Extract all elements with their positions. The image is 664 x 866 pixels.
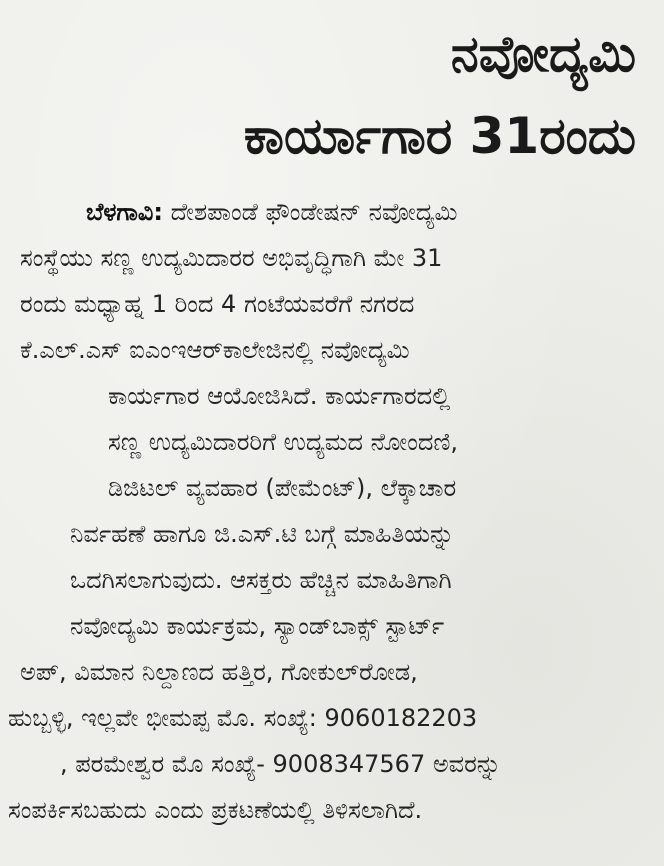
article-line-1-text: ದೇಶಪಾಂಡೆ ಫೌಂಡೇಷನ್ ನವೋದ್ಯಮಿ [170, 198, 458, 226]
article-line-9: ಒದಗಿಸಲಾಗುವುದು. ಆಸಕ್ತರು ಹೆಚ್ಚಿನ ಮಾಹಿತಿಗಾಗಿ [70, 566, 452, 594]
article-line-1 [86, 192, 457, 232]
headline-line-1: ನವೋದ್ಯಮಿ [450, 25, 636, 83]
article-line-2: ಸಂಸ್ಥೆಯು ಸಣ್ಣ ಉದ್ಯಮಿದಾರರ ಅಭಿವೃದ್ಧಿಗಾಗಿ ಮೇ 31 [20, 244, 443, 272]
article-line-4: ಕೆ.ಎಲ್.ಎಸ್ ಐಎಂಇಆರ್‌ಕಾಲೇಜಿನಲ್ಲಿ ನವೋದ್ಯಮಿ [20, 336, 410, 364]
article-line-5: ಕಾರ್ಯಗಾರ ಆಯೋಜಿಸಿದೆ. ಕಾರ್ಯಗಾರದಲ್ಲಿ [108, 382, 451, 410]
article-line-3: ರಂದು ಮಧ್ಯಾಹ್ನ 1 ರಿಂದ 4 ಗಂಟೆಯವರೆಗೆ ನಗರದ [20, 290, 415, 318]
article-line-6: ಸಣ್ಣ ಉದ್ಯಮಿದಾರರಿಗೆ ಉದ್ಯಮದ ನೋಂದಣಿ, [108, 428, 458, 456]
dateline: ಬೆಳಗಾವಿ: [86, 198, 163, 226]
article-line-8: ನಿರ್ವಹಣೆ ಹಾಗೂ ಜಿ.ಎಸ್.ಟಿ ಬಗ್ಗೆ ಮಾಹಿತಿಯನ್ನು [70, 520, 455, 548]
article-line-14: ಸಂಪರ್ಕಿಸಬಹುದು ಎಂದು ಪ್ರಕಟಣೆಯಲ್ಲಿ ತಿಳಿಸಲಾಗಿದೆ. [8, 796, 423, 824]
headline-line-2: ಕಾರ್ಯಾಗಾರ 31ರಂದು [243, 107, 636, 165]
article-line-12: ಹುಬ್ಬಳ್ಳಿ, ಇಲ್ಲವೇ ಭೀಮಪ್ಪ ಮೊ. ಸಂಖ್ಯೆ: 9060182203 [8, 704, 478, 732]
article-line-11: ಅಪ್, ವಿಮಾನ ನಿಲ್ದಾಣದ ಹತ್ತಿರ, ಗೋಕುಲ್‌ರೋಡ, [20, 658, 418, 686]
article-line-13: , ಪರಮೇಶ್ವರ ಮೊ ಸಂಖ್ಯೆ- 9008347567 ಅವರನ್ನು [60, 750, 501, 778]
article-line-10: ನವೋದ್ಯಮಿ ಕಾರ್ಯಕ್ರಮ, ಸ್ಯಾಂಡ್‌ಬಾಕ್ಸ್ ಸ್ಟಾರ್ಟ್ [70, 612, 445, 640]
article-line-7: ಡಿಜಿಟಲ್ ವ್ಯವಹಾರ (ಪೇಮೆಂಟ್), ಲೆಕ್ಕಾಚಾರ [108, 474, 457, 502]
